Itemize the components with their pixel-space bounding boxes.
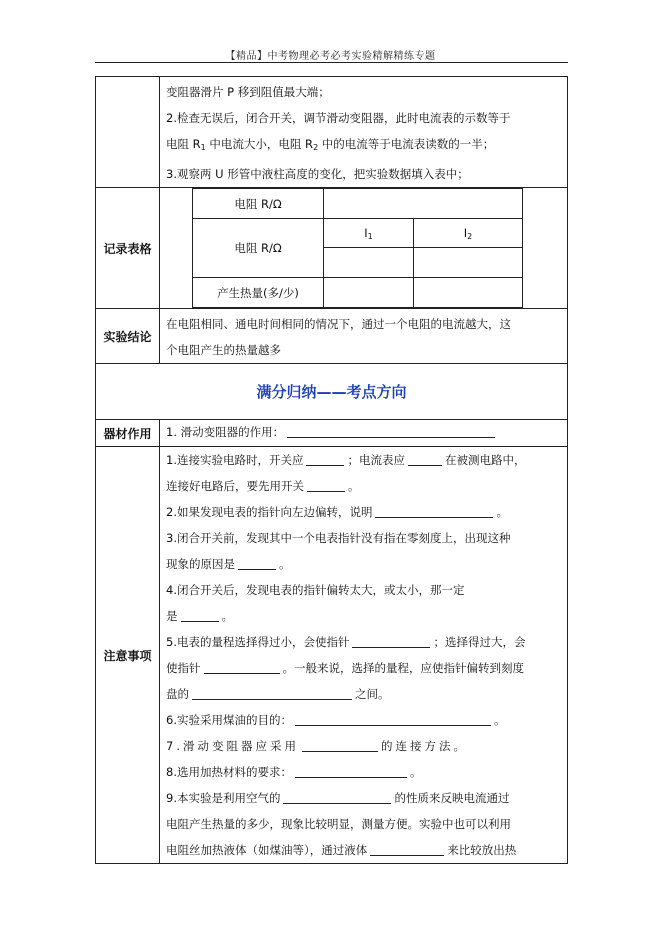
note-line-3 [166,499,563,525]
ammeter-connection-blank[interactable] [408,451,442,466]
kerosene-purpose-blank[interactable] [295,711,491,726]
steps-row [96,77,568,188]
record-label: 记录表格 [96,188,160,309]
step-line-3b: 中电流大小，电阻 R [205,137,314,151]
note-line-1 [166,447,563,473]
note-14b: 的性质来反映电流通过 [394,791,510,805]
r2-subscript: 2 [313,143,319,152]
step-line-3 [166,131,563,161]
equipment-row [96,420,568,447]
small-range-blank[interactable] [352,633,430,648]
note-1b: ；电流表应 [347,453,405,467]
note-7a: 是 [166,609,178,623]
step-line-1: 变阻器滑片 P 移到阻值最大端； [166,85,330,99]
note-line-15: 电阻产生热量的多少，现象比较明显，测量方便。实验中也可以利用 [166,817,511,831]
note-14a: 9.本实验是利用空气的 [166,791,281,805]
note-8a: 5.电表的量程选择得过小，会使指针 [166,635,350,649]
conclusion-line-1: 在电阻相同、通电时间相同的情况下，通过一个电阻的电流越大，这 [166,317,511,331]
zero-offset-reason-blank[interactable] [238,555,276,570]
heating-material-blank[interactable] [295,763,407,778]
notes-cell [160,447,568,864]
record-table [192,188,523,308]
air-property-blank[interactable] [283,789,391,804]
note-9a: 使指针 [166,661,201,675]
note-3b: 。 [496,505,508,519]
note-1a: 1.连接实验电路时，开关应 [166,453,304,467]
step-line-2: 2.检查无误后，闭合开关，调节滑动变阻器，此时电流表的示数等于 [166,111,511,125]
step-line-4: 3.观察两 U 形管中液柱高度的变化，把实验数据填入表中； [166,167,469,181]
note-line-14 [166,785,563,811]
switch-state-blank[interactable] [306,451,344,466]
note-1c: 在被测电路中， [444,453,526,467]
equipment-cell [160,420,568,447]
conclusion-label: 实验结论 [96,309,160,364]
note-12a: 7.滑动变阻器应采用 [166,739,299,753]
record-r1-value[interactable] [324,189,523,219]
note-13a: 8.选用加热材料的要求： [166,765,292,779]
note-16b: 来比较放出热 [447,843,517,857]
notes-label: 注意事项 [96,447,160,864]
note-line-6: 4.闭合开关后，发现电表的指针偏转太大，或太小，那一定 [166,583,465,597]
note-9b: 。一般来说，选择的量程，应使指针偏转到刻度 [282,661,524,675]
scale-range-blank[interactable] [192,685,352,700]
record-col-i2 [414,219,523,248]
record-r2-header: 电阻 R/Ω [193,219,324,278]
steps-cell [160,77,568,188]
note-10b: 之间。 [355,687,390,701]
steps-label-cell [96,77,160,188]
note-line-8 [166,629,563,655]
i1-subscript: 1 [367,231,373,241]
conclusion-line-2: 个电阻产生的热量越多 [166,343,281,357]
header-rule [95,62,568,63]
equipment-blank[interactable] [287,423,495,438]
deflection-reason-blank[interactable] [181,607,219,622]
note-line-9 [166,655,563,681]
step-line-3a: 电阻 R [166,137,201,151]
note-2b: 。 [348,479,360,493]
note-line-11 [166,707,563,733]
equipment-label: 器材作用 [96,420,160,447]
note-line-13 [166,759,563,785]
i1-label: I [364,225,368,240]
note-line-7 [166,603,563,629]
record-col-i1 [324,219,414,248]
note-5b: 。 [279,557,291,571]
section-title-row [96,364,568,420]
conclusion-cell [160,309,568,364]
equipment-line [166,421,563,443]
note-7b: 。 [221,609,233,623]
record-row [96,188,568,309]
note-8b: ；选择得过大，会 [433,635,526,649]
note-11b: 。 [493,713,506,727]
large-range-blank[interactable] [204,659,280,674]
note-5a: 现象的原因是 [166,557,235,571]
i2-subscript: 2 [467,231,473,241]
note-line-4: 3.闭合开关前，发现其中一个电表指针没有指在零刻度上，出现这种 [166,531,511,545]
note-11a: 6.实验采用煤油的目的： [166,713,292,727]
note-line-2 [166,473,563,499]
record-r3-i2-value[interactable] [414,278,523,308]
record-r2-i1-value[interactable] [324,248,414,278]
note-3a: 2.如果发现电表的指针向左边偏转，说明 [166,505,373,519]
notes-row [96,447,568,864]
switch-action-blank[interactable] [307,477,345,492]
note-line-10 [166,681,563,707]
left-deflection-blank[interactable] [375,503,493,518]
note-line-16 [166,837,563,863]
rheostat-connection-blank[interactable] [302,737,378,752]
note-12b: 的连接方法。 [380,739,468,753]
record-cell [160,188,568,309]
record-r3-i1-value[interactable] [324,278,414,308]
liquid-change-blank[interactable] [370,841,444,856]
note-2a: 连接好电路后，要先用开关 [166,479,304,493]
note-10a: 盘的 [166,687,189,701]
note-16a: 电阻丝加热液体（如煤油等），通过液体 [166,843,368,857]
record-r1-header: 电阻 R/Ω [193,189,324,219]
conclusion-row [96,309,568,364]
experiment-table [95,76,568,864]
note-line-12 [166,733,563,759]
i2-label: I [463,225,468,240]
note-line-5 [166,551,563,577]
record-r3-header: 产生热量(多/少) [193,278,324,308]
record-r2-i2-value[interactable] [414,248,523,278]
section-title: 满分归纳——考点方向 [96,364,568,420]
note-13b: 。 [409,765,422,779]
equipment-text: 1. 滑动变阻器的作用： [166,425,285,439]
r1-subscript: 1 [200,143,206,152]
page-header: 【精品】中考物理必考必考实验精解精练专题 [225,51,436,62]
step-line-3c: 中的电流等于电流表读数的一半； [318,137,495,151]
